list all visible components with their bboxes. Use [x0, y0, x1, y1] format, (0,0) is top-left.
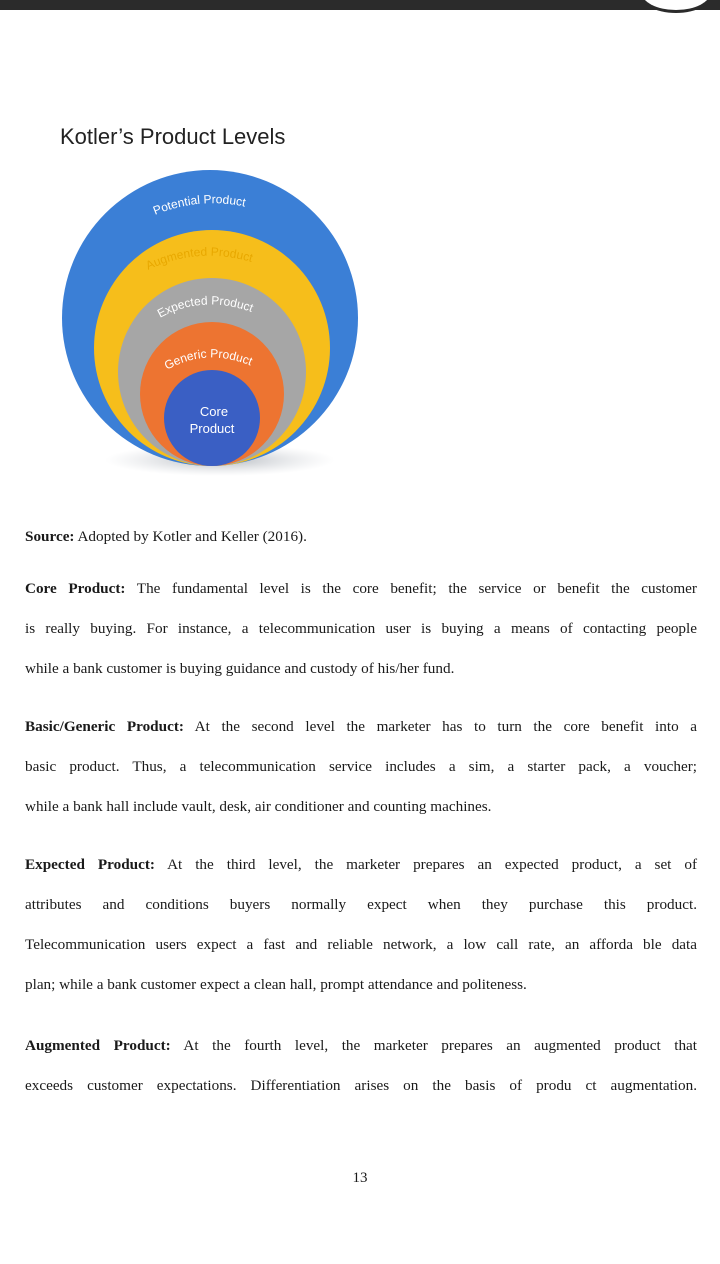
source-text: Adopted by Kotler and Keller (2016). [74, 528, 307, 545]
page-number: 13 [352, 1170, 368, 1186]
source-label: Source: [25, 528, 75, 545]
heading-generic-product: Basic/Generic Product: [25, 718, 184, 735]
expected-line-1: At the third level, the marketer prepares an expected product, a set of [154, 856, 698, 873]
label-potential-product: Potential Product [151, 192, 247, 218]
expected-line-3: Telecommunication users expect a fast and reliable network, a low call rate, an afforda ble data [25, 936, 697, 953]
core-line-2: is really buying. For instance, a telecommunication user is buying a means of contacting people [25, 620, 697, 637]
label-expected-product: Expected Product [154, 293, 256, 321]
expected-line-2: attributes and conditions buyers normally expect when they purchase this product. [25, 896, 697, 913]
heading-augmented-product: Augmented Product: [25, 1037, 171, 1054]
label-core-product-line2: Product [189, 421, 235, 436]
label-augmented-product: Augmented Product [143, 244, 255, 273]
expected-line-4: plan; while a bank customer expect a clean hall, prompt attendance and politeness. [25, 976, 527, 993]
paragraph-core-product [25, 569, 697, 689]
heading-core-product: Core Product: [25, 580, 126, 597]
generic-line-2: basic product. Thus, a telecommunication service includes a sim, a starter pack, a voucher; [25, 758, 697, 775]
core-line-1: The fundamental level is the core benefit; the service or benefit the customer [125, 580, 697, 597]
augmented-line-1: At the fourth level, the marketer prepares an augmented product that [170, 1037, 697, 1054]
figure-title: Kotler’s Product Levels [60, 124, 286, 149]
product-levels-diagram [60, 170, 380, 490]
source-note [25, 517, 307, 557]
label-core-product-line1: Core [199, 404, 229, 419]
generic-line-3: while a bank hall include vault, desk, air conditioner and counting machines. [25, 798, 492, 815]
core-line-3: while a bank customer is buying guidance and custody of his/her fund. [25, 660, 455, 677]
heading-expected-product: Expected Product: [25, 856, 155, 873]
paragraph-expected-product [25, 845, 697, 1005]
top-bar-handle [638, 0, 714, 13]
paragraph-generic-product [25, 707, 697, 827]
generic-line-1: At the second level the marketer has to turn the core benefit into a [183, 718, 698, 735]
label-generic-product: Generic Product [161, 346, 255, 373]
top-bar [0, 0, 720, 10]
paragraph-augmented-product [25, 1026, 697, 1106]
augmented-line-2: exceeds customer expectations. Differentiation arises on the basis of produ ct augmentation. [25, 1077, 697, 1094]
